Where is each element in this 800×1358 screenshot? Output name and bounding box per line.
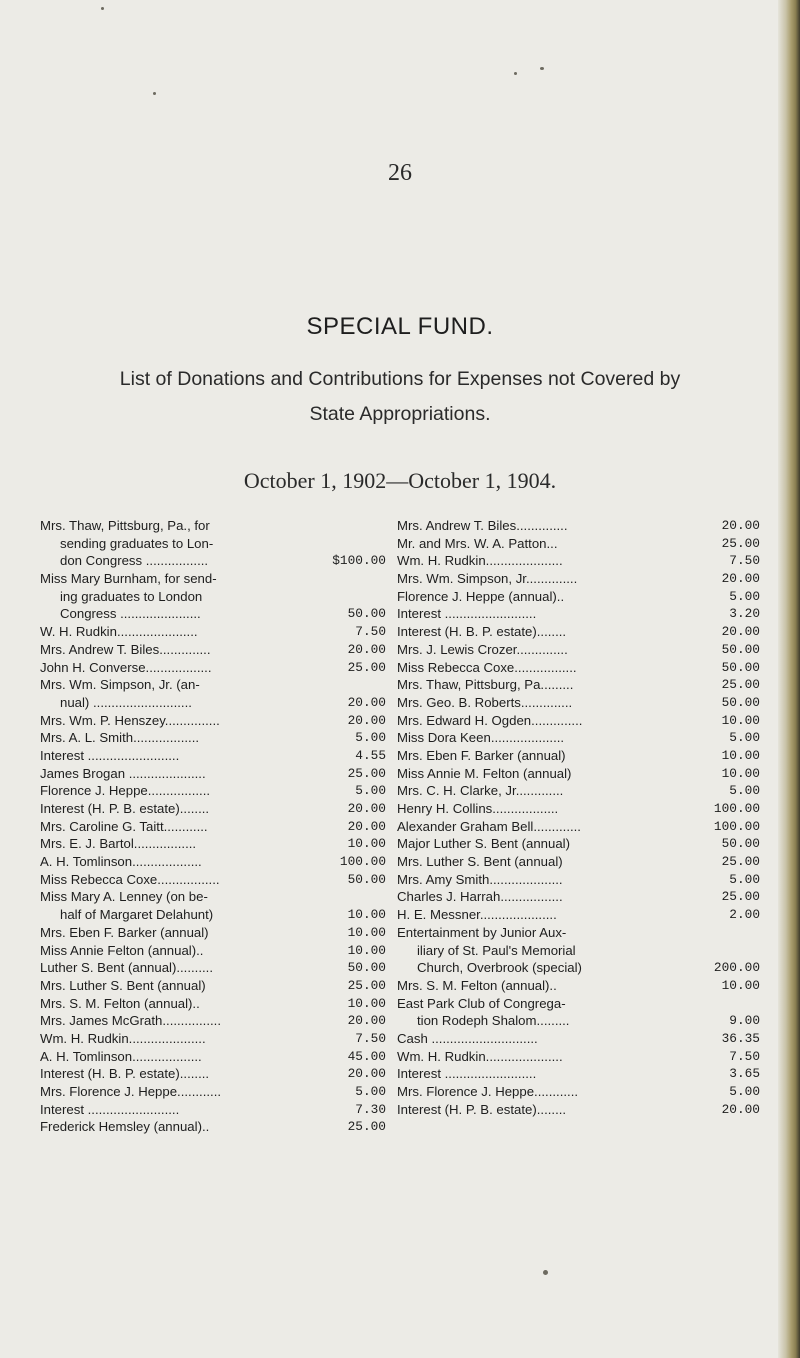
- donation-amount: 10.00: [347, 907, 386, 923]
- donation-entry-line: [397, 942, 760, 960]
- donation-amount: 5.00: [729, 730, 760, 746]
- donor-name: Interest (H. B. P. estate)........: [40, 1066, 210, 1082]
- donation-entry-line: [397, 906, 760, 924]
- donation-amount: 45.00: [347, 1048, 386, 1064]
- subtitle-line-2: State Appropriations.: [309, 403, 491, 425]
- donation-entry-line: [397, 570, 760, 588]
- date-range: October 1, 1902—October 1, 1904.: [243, 468, 557, 493]
- donation-entry-line: [397, 995, 760, 1013]
- donor-name: A. H. Tomlinson...................: [40, 1048, 202, 1064]
- donation-entry-line: [397, 959, 760, 977]
- donation-amount: 3.65: [729, 1066, 760, 1082]
- donations-left-column: [40, 517, 386, 1136]
- paper-speck: [514, 72, 517, 75]
- donor-name: Mrs. C. H. Clarke, Jr.............: [397, 783, 564, 799]
- donation-entry-line: [40, 942, 386, 960]
- donation-amount: 100.00: [339, 854, 386, 870]
- donation-entry-line: [40, 517, 386, 535]
- donor-name: W. H. Rudkin......................: [40, 624, 198, 640]
- donation-amount: 10.00: [347, 924, 386, 940]
- donation-amount: 10.00: [347, 836, 386, 852]
- donation-amount: 25.00: [721, 535, 760, 551]
- donation-entry-line: [397, 552, 760, 570]
- donation-amount: 10.00: [721, 765, 760, 781]
- donor-name: Mrs. Florence J. Heppe............: [40, 1084, 222, 1099]
- paper-speck: [543, 1270, 548, 1275]
- donation-entry-line: [40, 835, 386, 853]
- donation-amount: 25.00: [347, 977, 386, 993]
- donor-name: Interest (H. B. P. estate)........: [397, 624, 567, 640]
- donor-name: A. H. Tomlinson...................: [40, 854, 202, 870]
- donor-name: East Park Club of Congrega-: [397, 995, 566, 1011]
- donor-name: Mrs. Wm. Simpson, Jr..............: [397, 571, 578, 587]
- donor-name: Luther S. Bent (annual)..........: [40, 960, 213, 976]
- donation-entry-line: [40, 977, 386, 995]
- donation-entry-line: [40, 853, 386, 871]
- donation-entry-line: [397, 888, 760, 906]
- donor-name: Mrs. Luther S. Bent (annual): [397, 854, 563, 870]
- donor-name: Miss Rebecca Coxe.................: [40, 871, 220, 887]
- donation-entry-line: [397, 588, 760, 606]
- donor-name: H. E. Messner.....................: [397, 907, 557, 923]
- donation-entry-line: [397, 676, 760, 694]
- donation-entry-line: [40, 570, 386, 588]
- donation-amount: 5.00: [729, 588, 760, 604]
- page-title: SPECIAL FUND.: [306, 313, 494, 340]
- donor-name: John H. Converse..................: [40, 659, 212, 675]
- donation-entry-line: [40, 712, 386, 730]
- donation-entry-line: [40, 747, 386, 765]
- donation-amount: 3.20: [729, 606, 760, 622]
- donation-amount: 25.00: [721, 677, 760, 693]
- donor-name: Mrs. Andrew T. Biles..............: [40, 641, 211, 657]
- donation-entry-line: [397, 747, 760, 765]
- donor-name: Miss Mary A. Lenney (on be-: [40, 889, 208, 905]
- donation-entry-line: [397, 1048, 760, 1066]
- donation-entry-line: [40, 888, 386, 906]
- donation-entry-line: [40, 765, 386, 783]
- donor-name: Mrs. Thaw, Pittsburg, Pa., for: [40, 518, 210, 533]
- donation-entry-line: [40, 623, 386, 641]
- donor-name: nual) ...........................: [60, 694, 192, 710]
- donation-amount: 10.00: [347, 995, 386, 1011]
- donor-name: Miss Annie Felton (annual)..: [40, 942, 204, 958]
- donor-name: Mrs. Caroline G. Taitt............: [40, 818, 208, 834]
- paper-speck: [153, 92, 156, 95]
- donation-amount: 50.00: [721, 694, 760, 710]
- donor-name: Mr. and Mrs. W. A. Patton...: [397, 535, 558, 551]
- donor-name: Mrs. Edward H. Ogden..............: [397, 712, 583, 728]
- donor-name: don Congress .................: [60, 553, 209, 569]
- donation-entry-line: [397, 623, 760, 641]
- donation-amount: 20.00: [347, 801, 386, 816]
- donor-name: Charles J. Harrah.................: [397, 889, 563, 905]
- donation-entry-line: [397, 871, 760, 889]
- donation-entry-line: [40, 1030, 386, 1048]
- donation-amount: 20.00: [721, 518, 760, 533]
- donation-amount: 200.00: [713, 960, 760, 976]
- donor-name: Mrs. Geo. B. Roberts..............: [397, 694, 573, 710]
- donation-amount: 4.55: [355, 747, 386, 763]
- donation-entry-line: [397, 1012, 760, 1030]
- donation-entry-line: [397, 765, 760, 783]
- donation-amount: 20.00: [347, 1066, 386, 1082]
- donor-name: Mrs. Amy Smith....................: [397, 871, 563, 887]
- donor-name: iliary of St. Paul's Memorial: [417, 942, 576, 958]
- donation-amount: 9.00: [729, 1013, 760, 1029]
- donation-amount: 20.00: [721, 571, 760, 587]
- donor-name: Mrs. Wm. P. Henszey...............: [40, 712, 220, 728]
- donor-name: Congress ......................: [60, 606, 201, 622]
- donation-amount: 25.00: [347, 659, 386, 675]
- donation-amount: 10.00: [721, 977, 760, 993]
- donation-amount: 100.00: [713, 818, 760, 834]
- donation-entry-line: [397, 712, 760, 730]
- donor-name: Interest (H. P. B. estate)........: [40, 801, 210, 816]
- donor-name: ing graduates to London: [60, 588, 203, 604]
- donation-amount: 50.00: [721, 836, 760, 852]
- donor-name: Mrs. S. M. Felton (annual)..: [397, 977, 557, 993]
- donation-entry-line: [40, 818, 386, 836]
- donation-entry-line: [40, 871, 386, 889]
- donation-entry-line: [397, 924, 760, 942]
- donation-amount: 5.00: [729, 783, 760, 799]
- donor-name: Wm. H. Rudkin.....................: [40, 1030, 206, 1046]
- donation-entry-line: [40, 782, 386, 800]
- paper-speck: [101, 7, 104, 10]
- donor-name: Wm. H. Rudkin.....................: [397, 553, 563, 569]
- donation-entry-line: [40, 959, 386, 977]
- donor-name: James Brogan .....................: [40, 765, 206, 781]
- donor-name: Mrs. Andrew T. Biles..............: [397, 518, 568, 533]
- donation-entry-line: [40, 1118, 386, 1136]
- book-spine-edge: [778, 0, 800, 1358]
- donation-entry-line: [397, 1083, 760, 1101]
- donation-entry-line: [40, 588, 386, 606]
- donor-name: Church, Overbrook (special): [417, 960, 582, 976]
- subtitle-line-1: List of Donations and Contributions for Expenses not Covered by: [119, 368, 681, 390]
- donation-amount: 36.35: [721, 1030, 760, 1046]
- donor-name: Mrs. S. M. Felton (annual)..: [40, 995, 200, 1011]
- donation-entry-line: [397, 782, 760, 800]
- donation-entry-line: [40, 641, 386, 659]
- donation-amount: 20.00: [347, 694, 386, 710]
- donation-entry-line: [40, 1101, 386, 1119]
- donation-entry-line: [397, 835, 760, 853]
- donation-entry-line: [397, 977, 760, 995]
- donation-entry-line: [397, 818, 760, 836]
- donation-entry-line: [40, 924, 386, 942]
- page-number: 26: [388, 160, 412, 186]
- donation-amount: 5.00: [355, 1084, 386, 1099]
- donor-name: Florence J. Heppe (annual)..: [397, 588, 565, 604]
- donor-name: Major Luther S. Bent (annual): [397, 836, 570, 852]
- donor-name: Interest .........................: [40, 747, 180, 763]
- donor-name: Mrs. Luther S. Bent (annual): [40, 977, 206, 993]
- donation-amount: 2.00: [729, 907, 760, 923]
- donor-name: Mrs. Thaw, Pittsburg, Pa.........: [397, 677, 574, 693]
- donation-amount: 25.00: [721, 854, 760, 870]
- donor-name: Mrs. Eben F. Barker (annual): [397, 747, 566, 763]
- donation-entry-line: [397, 800, 760, 818]
- donor-name: Mrs. James McGrath................: [40, 1013, 221, 1029]
- donor-name: half of Margaret Delahunt): [60, 907, 214, 923]
- donation-amount: 25.00: [721, 889, 760, 905]
- donor-name: Florence J. Heppe.................: [40, 783, 211, 799]
- donor-name: Miss Mary Burnham, for send-: [40, 571, 217, 587]
- donation-entry-line: [397, 605, 760, 623]
- donor-name: Mrs. J. Lewis Crozer..............: [397, 641, 568, 657]
- donation-entry-line: [40, 1065, 386, 1083]
- donor-name: Miss Rebecca Coxe.................: [397, 659, 577, 675]
- donation-entry-line: [397, 659, 760, 677]
- donor-name: sending graduates to Lon-: [60, 535, 214, 551]
- donation-entry-line: [397, 641, 760, 659]
- donation-entry-line: [397, 517, 760, 535]
- donor-name: Cash .............................: [397, 1030, 538, 1046]
- donation-entry-line: [40, 535, 386, 553]
- donor-name: Miss Dora Keen....................: [397, 730, 565, 746]
- donation-entry-line: [40, 552, 386, 570]
- donor-name: Mrs. A. L. Smith..................: [40, 730, 200, 746]
- donation-amount: 5.00: [729, 1084, 760, 1099]
- donation-amount: 10.00: [721, 712, 760, 728]
- donor-name: Interest .........................: [397, 606, 537, 622]
- donation-amount: 5.00: [729, 871, 760, 887]
- donation-amount: 10.00: [347, 942, 386, 958]
- donation-amount: 20.00: [347, 641, 386, 657]
- donation-amount: 7.50: [355, 624, 386, 640]
- donor-name: Mrs. Wm. Simpson, Jr. (an-: [40, 677, 200, 693]
- donation-amount: 50.00: [347, 871, 386, 887]
- donor-name: Interest (H. P. B. estate)........: [397, 1101, 567, 1117]
- donor-name: Henry H. Collins..................: [397, 801, 559, 816]
- donor-name: Wm. H. Rudkin.....................: [397, 1048, 563, 1064]
- donor-name: Mrs. Florence J. Heppe............: [397, 1084, 579, 1099]
- donation-amount: 20.00: [347, 1013, 386, 1029]
- donation-amount: 7.50: [729, 553, 760, 569]
- donation-amount: 25.00: [347, 765, 386, 781]
- donation-entry-line: [397, 853, 760, 871]
- donation-entry-line: [40, 676, 386, 694]
- donation-amount: 5.00: [355, 730, 386, 746]
- donation-entry-line: [40, 1048, 386, 1066]
- donation-entry-line: [40, 1083, 386, 1101]
- donor-name: Interest .........................: [397, 1066, 537, 1082]
- donation-amount: 20.00: [347, 712, 386, 728]
- donation-amount: 50.00: [347, 606, 386, 622]
- donation-amount: $100.00: [332, 553, 386, 569]
- donation-entry-line: [40, 605, 386, 623]
- donation-amount: 5.00: [355, 783, 386, 799]
- donor-name: Interest .........................: [40, 1101, 180, 1117]
- donation-entry-line: [40, 1012, 386, 1030]
- donor-name: Alexander Graham Bell.............: [397, 818, 581, 834]
- donation-entry-line: [397, 535, 760, 553]
- donation-entry-line: [40, 906, 386, 924]
- donations-right-column: [397, 517, 760, 1118]
- donation-amount: 50.00: [721, 641, 760, 657]
- donation-entry-line: [40, 729, 386, 747]
- donation-entry-line: [397, 694, 760, 712]
- donation-amount: 7.30: [355, 1101, 386, 1117]
- donation-amount: 20.00: [347, 818, 386, 834]
- donation-amount: 10.00: [721, 747, 760, 763]
- donation-entry-line: [40, 995, 386, 1013]
- donation-entry-line: [397, 1030, 760, 1048]
- donation-amount: 7.50: [355, 1030, 386, 1046]
- donor-name: Miss Annie M. Felton (annual): [397, 765, 572, 781]
- donation-amount: 25.00: [347, 1119, 386, 1135]
- donation-amount: 100.00: [713, 801, 760, 816]
- donor-name: tion Rodeph Shalom.........: [417, 1013, 570, 1029]
- donor-name: Mrs. E. J. Bartol.................: [40, 836, 197, 852]
- donation-amount: 7.50: [729, 1048, 760, 1064]
- donation-entry-line: [397, 1101, 760, 1119]
- donation-amount: 50.00: [721, 659, 760, 675]
- donor-name: Entertainment by Junior Aux-: [397, 924, 567, 940]
- donation-amount: 50.00: [347, 960, 386, 976]
- donor-name: Mrs. Eben F. Barker (annual): [40, 924, 209, 940]
- donation-entry-line: [40, 800, 386, 818]
- donation-entry-line: [397, 729, 760, 747]
- donor-name: Frederick Hemsley (annual)..: [40, 1119, 210, 1135]
- donation-amount: 20.00: [721, 1101, 760, 1117]
- donation-entry-line: [40, 694, 386, 712]
- donation-entry-line: [40, 659, 386, 677]
- donation-entry-line: [397, 1065, 760, 1083]
- paper-speck: [540, 67, 544, 70]
- donation-amount: 20.00: [721, 624, 760, 640]
